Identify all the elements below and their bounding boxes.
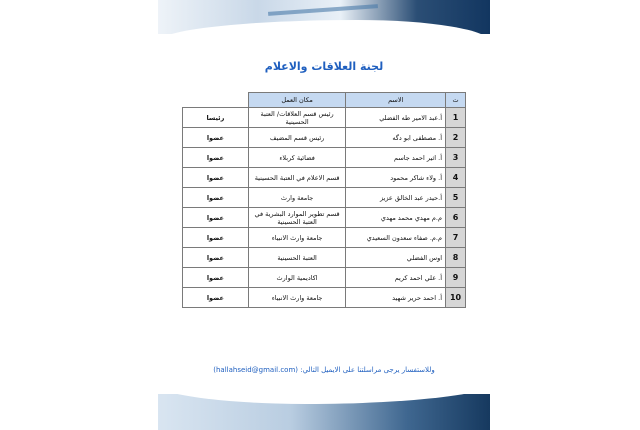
row-role: عضوا bbox=[183, 168, 249, 188]
row-name: أ. اثير احمد جاسم bbox=[346, 148, 446, 168]
footer-decoration bbox=[158, 394, 490, 430]
row-role: رئيسا bbox=[183, 108, 249, 128]
row-name: أ. علي احمد كريم bbox=[346, 268, 446, 288]
row-name: م.م مهدي محمد مهدي bbox=[346, 208, 446, 228]
row-name: أ. ولاء شاكر محمود bbox=[346, 168, 446, 188]
row-workplace: قسم تطوير الموارد البشرية في العتبة الحسينية bbox=[248, 208, 346, 228]
row-workplace: قسم الاعلام في العتبة الحسينية bbox=[248, 168, 346, 188]
table-row bbox=[183, 108, 466, 128]
row-workplace: جامعة وارث الانبياء bbox=[248, 228, 346, 248]
row-workplace: رئيس قسم المضيف bbox=[248, 128, 346, 148]
table-row bbox=[183, 288, 466, 308]
row-num: 6 bbox=[446, 208, 466, 228]
row-num: 5 bbox=[446, 188, 466, 208]
row-role: عضوا bbox=[183, 188, 249, 208]
row-num: 10 bbox=[446, 288, 466, 308]
header-decoration bbox=[158, 0, 490, 34]
row-role: عضوا bbox=[183, 248, 249, 268]
row-name: م.م. صفاء سعدون السعيدي bbox=[346, 228, 446, 248]
row-workplace: جامعة وارث الانبياء bbox=[248, 288, 346, 308]
row-name: أ. مصطفى ابو دگه bbox=[346, 128, 446, 148]
row-workplace: اكاديمية الوارث bbox=[248, 268, 346, 288]
row-role: عضوا bbox=[183, 228, 249, 248]
table-row bbox=[183, 228, 466, 248]
row-num: 9 bbox=[446, 268, 466, 288]
header-num: ت bbox=[446, 93, 466, 108]
row-num: 8 bbox=[446, 248, 466, 268]
row-name: أ.عبد الامير طه الفضلي bbox=[346, 108, 446, 128]
row-role: عضوا bbox=[183, 268, 249, 288]
table-row bbox=[183, 128, 466, 148]
header-workplace: مكان العمل bbox=[248, 93, 346, 108]
row-name: أ.حيدر عبد الخالق عزيز bbox=[346, 188, 446, 208]
document-title: لجنة العلاقات والاعلام bbox=[264, 60, 384, 73]
row-role: عضوا bbox=[183, 148, 249, 168]
table-row bbox=[183, 248, 466, 268]
row-workplace: العتبة الحسينية bbox=[248, 248, 346, 268]
row-role: عضوا bbox=[183, 288, 249, 308]
header-wave bbox=[158, 20, 490, 42]
table-row bbox=[183, 168, 466, 188]
row-role: عضوا bbox=[183, 128, 249, 148]
table-header-row bbox=[183, 93, 466, 108]
row-name: اوس الفضلي bbox=[346, 248, 446, 268]
footer-wave bbox=[158, 380, 490, 404]
table-row bbox=[183, 268, 466, 288]
row-role: عضوا bbox=[183, 208, 249, 228]
members-table bbox=[182, 92, 466, 308]
document-page bbox=[158, 0, 490, 430]
row-num: 2 bbox=[446, 128, 466, 148]
row-num: 1 bbox=[446, 108, 466, 128]
table-row bbox=[183, 208, 466, 228]
contact-email-line: وللاستفسار يرجى مراسلتنا على الايميل التالي: (hallahseid@gmail.com) bbox=[213, 366, 435, 374]
header-name: الاسم bbox=[346, 93, 446, 108]
table-row bbox=[183, 188, 466, 208]
row-workplace: جامعة وارث bbox=[248, 188, 346, 208]
row-num: 4 bbox=[446, 168, 466, 188]
row-workplace: رئيس قسم العلاقات/ العتبة الحسينية bbox=[248, 108, 346, 128]
row-workplace: فضائية كربلاء bbox=[248, 148, 346, 168]
row-num: 7 bbox=[446, 228, 466, 248]
row-num: 3 bbox=[446, 148, 466, 168]
row-name: أ. احمد حرير شهيد bbox=[346, 288, 446, 308]
table-row bbox=[183, 148, 466, 168]
header-stripe bbox=[268, 4, 378, 16]
header-role bbox=[183, 93, 249, 108]
